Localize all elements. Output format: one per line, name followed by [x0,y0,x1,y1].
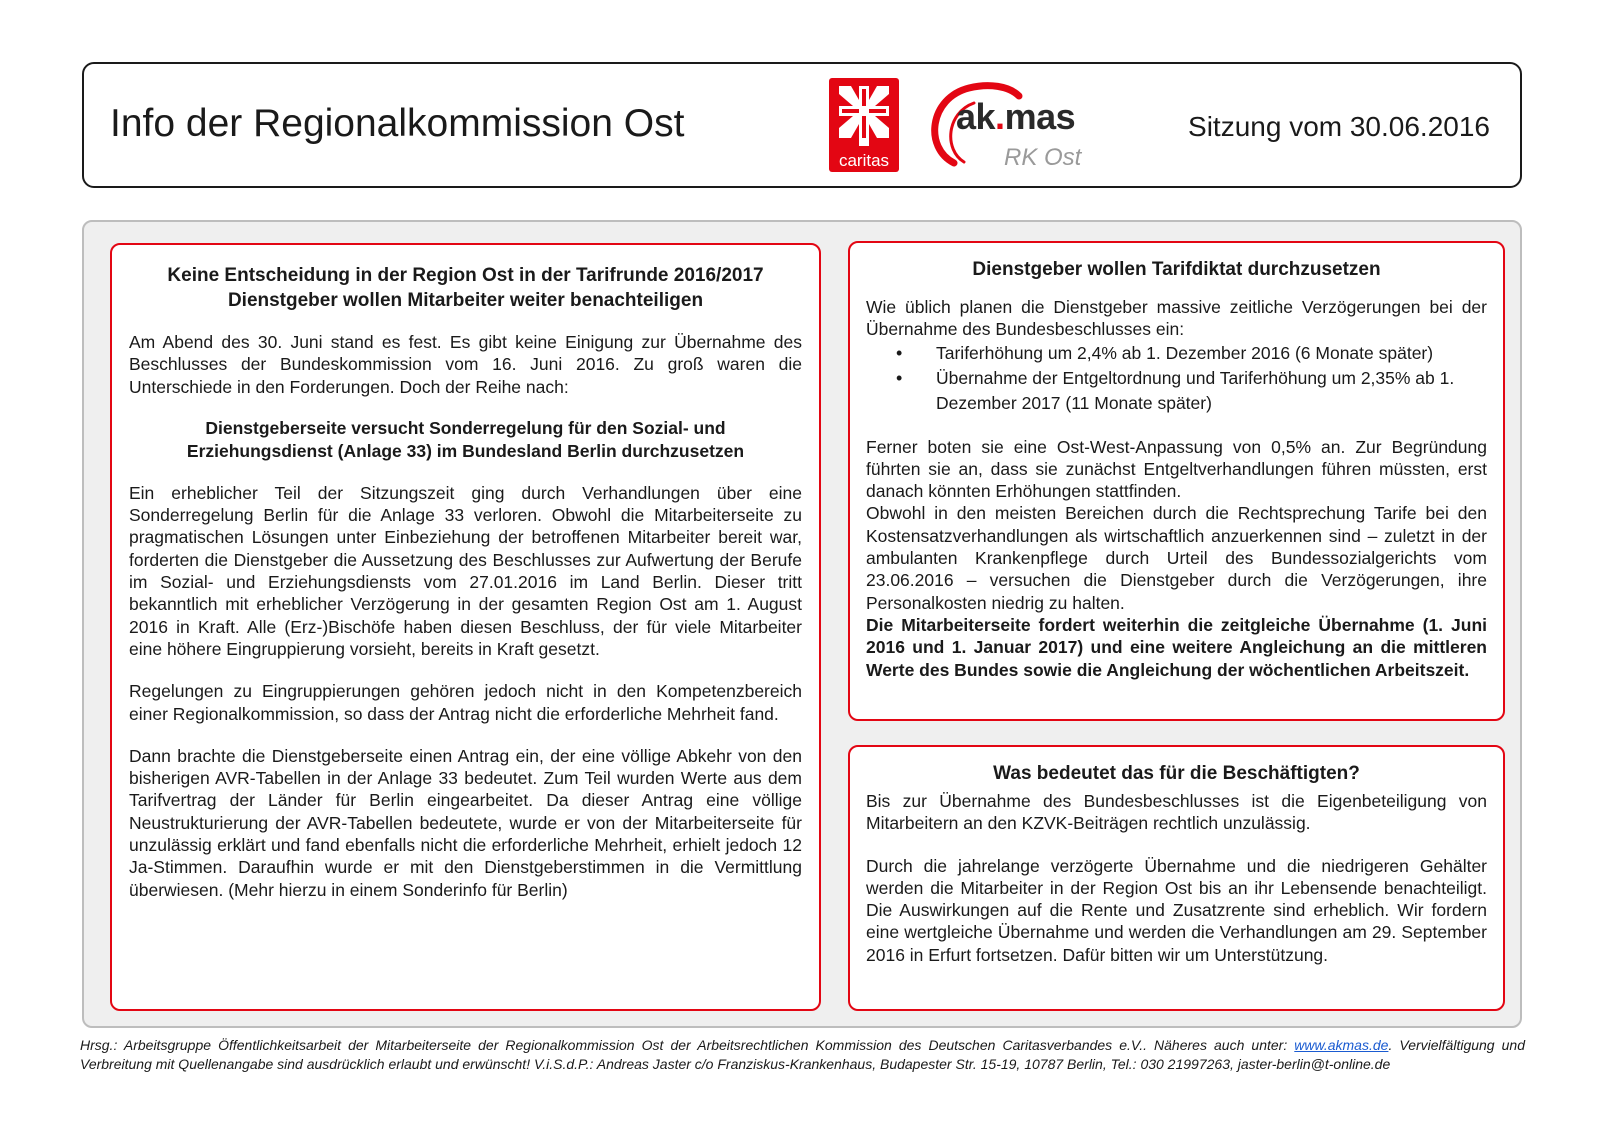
right-top-demand: Die Mitarbeiterseite fordert weiterhin die zeitgleiche Übernahme (1. Juni 2016 und 1. Januar 2017) und eine weitere Angleichung an die mittleren Werte des Bundes sowie die Angleichung der wöchentlichen Arbeitszeit. [866,614,1487,680]
left-title-line1: Keine Entscheidung in der Region Ost in der Tarifrunde 2016/2017 [167,265,764,286]
right-top-title: Dienstgeber wollen Tarifdiktat durchzusetzen [972,259,1381,280]
article-left [110,243,821,1011]
footer-text-continued: . Vervielfältigung und Verbreitung mit Quellenangabe sind ausdrücklich erlaubt und erwünscht! V.i.S.d.P.: Andreas Jaster c/o Franziskus-Krankenhaus, Budapester Str. 15-19, 10787 Berlin, Tel.: 030 21997263, jaster-berlin@t-online.de [80,1037,1525,1072]
caritas-logo [829,78,899,172]
right-bottom-title: Was bedeutet das für die Beschäftigten? [993,763,1360,784]
article-right-bottom [848,745,1505,1011]
right-bottom-paragraph-2: Durch die jahrelange verzögerte Übernahme und die niedrigeren Gehälter werden die Mitarbeiter in der Region Ost bis an ihr Lebensende benachteiligt. Die Auswirkungen auf die Rente und Zusatzrente sind erheblich. Wir fordern eine wertgleiche Übernahme und werden die Verhandlungen am 29. September 2016 in Erfurt fortsetzen. Dafür bitten wir um Unterstützung. [866,855,1487,965]
left-subtitle-line1: Dienstgeberseite versucht Sonderregelung für den Sozial- und [205,417,726,438]
right-top-paragraph-1: Ferner boten sie eine Ost-West-Anpassung von 0,5% an. Zur Begründung führten sie an, dass sie zunächst Entgeltverhandlungen führen müssten, erst danach könnten Erhöhungen stattfinden. [866,436,1487,502]
left-paragraph-1: Ein erheblicher Teil der Sitzungszeit ging durch Verhandlungen über eine Sonderregelung Berlin für die Anlage 33 verloren. Obwohl die Mitarbeiterseite zu pragmatischen Lösungen unter Einbeziehung der betroffenen Mitarbeiter bereit war, forderten die Dienstgeber die Aussetzung des Beschlusses zur Aufwertung der Berufe im Sozial- und Erziehungsdiensts vom 27.01.2016 im Land Berlin. Dieser tritt bekanntlich mit erheblicher Verzögerung in der gesamten Region Ost am 1. August 2016 in Kraft. Alle (Erz-)Bischöfe haben diesen Beschluss, der für viele Mitarbeiter eine höhere Eingruppierung vorsieht, bereits in Kraft gesetzt. [129,482,802,659]
left-intro: Am Abend des 30. Juni stand es fest. Es gibt keine Einigung zur Übernahme des Beschlusses der Bundeskommission vom 16. Juni 2016. Zu groß waren die Unterschiede in den Forderungen. Doch der Reihe nach: [129,332,802,397]
footer-text: Hrsg.: Arbeitsgruppe Öffentlichkeitsarbeit der Mitarbeiterseite der Regionalkommission Ost der Arbeitsrechtlichen Kommission des Deutschen Caritasverbandes e.V.. Näheres auch unter: [80,1037,1295,1053]
bullet-list [866,341,1487,416]
list-item: • Tariferhöhung um 2,4% ab 1. Dezember 2016 (6 Monate später) [896,341,1487,366]
left-paragraph-3: Dann brachte die Dienstgeberseite einen Antrag ein, der eine völlige Abkehr von den bisherigen AVR-Tabellen in der Anlage 33 bedeutet. Zum Teil wurden Werte aus dem Tarifvertrag der Länder für Berlin eingearbeitet. Da dieser Antrag eine völlige Neustrukturierung der AVR-Tabellen bedeutete, wurde er von der Mitarbeiterseite für unzulässig erklärt und fand ebenfalls nicht die erforderliche Mehrheit, erhielt jedoch 12 Ja-Stimmen. Daraufhin wurde er mit den Dienstgeberstimmen in die Vermittlung überwiesen. (Mehr hierzu in einem Sonderinfo für Berlin) [129,745,802,900]
left-title-line2: Dienstgeber wollen Mitarbeiter weiter benachteiligen [227,290,704,311]
footer-imprint [80,1036,1525,1073]
right-top-paragraph-2: Obwohl in den meisten Bereichen durch die Rechtsprechung Tarife bei den Kostensatzverhandlungen als wirtschaftlich anzuerkennen sind – zuletzt in der ambulanten Krankenpflege durch Urteil des Bundessozialgerichts vom 23.06.2016 – versuchen die Dienstgeber durch die Verzögerungen, ihre Personalkosten niedrig zu halten. [866,503,1487,613]
left-paragraph-2: Regelungen zu Eingruppierungen gehören jedoch nicht in den Kompetenzbereich einer Regionalkommission, so dass der Antrag nicht die erforderliche Mehrheit fand. [129,681,802,724]
caritas-wordmark: caritas [838,151,890,170]
left-subtitle-line2: Erziehungsdienst (Anlage 33) im Bundesland Berlin durchzusetzen [186,440,745,461]
list-item: • Übernahme der Entgeltordnung und Tariferhöhung um 2,35% ab 1. Dezember 2017 (11 Monate später) [896,366,1487,416]
akmas-logo [924,78,1094,178]
right-top-intro: Wie üblich planen die Dienstgeber massive zeitliche Verzögerungen bei der Übernahme des Bundesbeschlusses ein: [866,297,1487,340]
right-bottom-paragraph-1: Bis zur Übernahme des Bundesbeschlusses ist die Eigenbeteiligung von Mitarbeitern an den KZVK-Beiträgen rechtlich unzulässig. [866,791,1487,834]
akmas-wordmark: ak.mas [956,96,1076,137]
article-right-top [848,241,1505,721]
akmas-subtitle: RK Ost [1004,144,1082,171]
header-banner [82,62,1522,188]
akmas-website-link[interactable]: www.akmas.de [1294,1037,1389,1053]
page-title: Info der Regionalkommission Ost [110,102,685,145]
caritas-flame-cross-icon [837,84,891,148]
session-date: Sitzung vom 30.06.2016 [1188,111,1490,142]
